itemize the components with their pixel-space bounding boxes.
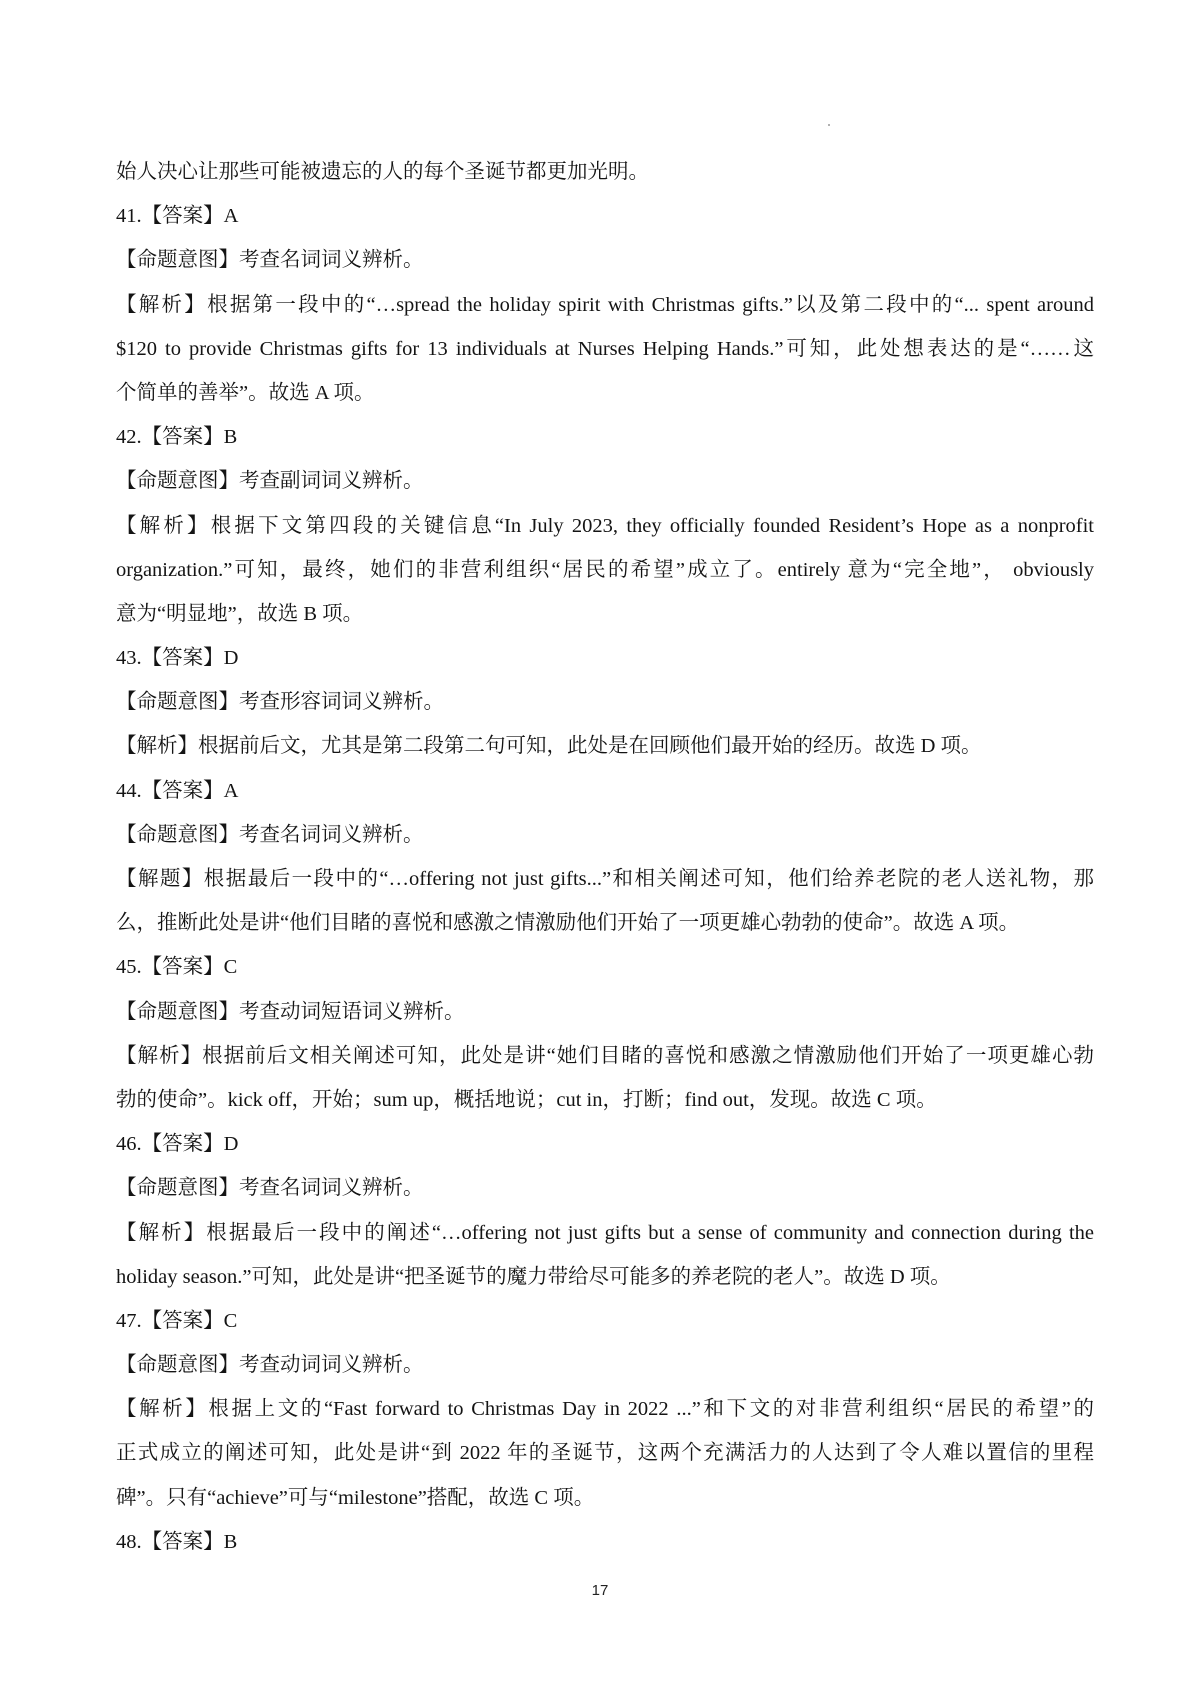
- analysis-line: $120 to provide Christmas gifts for 13 individuals at Nurses Helping Hands.”可知，此处想表达的是“……这: [116, 337, 1094, 360]
- intent-line: 【命题意图】考查名词词义辨析。: [116, 1177, 424, 1200]
- page-number: 17: [591, 1582, 609, 1599]
- analysis-line: 【解析】根据最后一段中的阐述“…offering not just gifts but a sense of community and connection during the: [116, 1221, 1094, 1244]
- analysis-line: 碑”。只有“achieve”可与“milestone”搭配，故选 C 项。: [116, 1486, 595, 1509]
- intent-line: 【命题意图】考查副词词义辨析。: [116, 470, 424, 493]
- text-line: 始人决心让那些可能被遗忘的人的每个圣诞节都更加光明。: [116, 161, 649, 183]
- answer-line-43: 43.【答案】D: [116, 647, 239, 670]
- analysis-line: organization.”可知，最终，她们的非营利组织“居民的希望”成立了。entirely 意为“完全地”， obviously: [116, 558, 1094, 581]
- answer-line-45: 45.【答案】C: [116, 956, 238, 979]
- intent-line: 【命题意图】考查动词短语词义辨析。: [116, 1000, 465, 1023]
- analysis-line: 【解析】根据第一段中的“…spread the holiday spirit with Christmas gifts.”以及第二段中的“... spent around: [116, 293, 1094, 316]
- answer-line-44: 44.【答案】A: [116, 779, 239, 802]
- scan-speck: [828, 124, 830, 126]
- analysis-line: 【解析】根据前后文，尤其是第二段第二句可知，此处是在回顾他们最开始的经历。故选 D 项。: [116, 735, 982, 758]
- intent-line: 【命题意图】考查名词词义辨析。: [116, 823, 424, 846]
- analysis-line: 意为“明显地”，故选 B 项。: [116, 602, 364, 625]
- analysis-line: 勃的使命”。kick off，开始；sum up，概括地说；cut in，打断；find out，发现。故选 C 项。: [116, 1088, 937, 1111]
- analysis-line: 【解题】根据最后一段中的“…offering not just gifts...”和相关阐述可知，他们给养老院的老人送礼物，那: [116, 868, 1094, 890]
- answer-line-47: 47.【答案】C: [116, 1309, 238, 1332]
- answer-explanations: [116, 150, 1094, 1564]
- analysis-line: 【解析】根据前后文相关阐述可知，此处是讲“她们目睹的喜悦和感激之情激励他们开始了一项更雄心勃: [116, 1044, 1094, 1067]
- answer-line-46: 46.【答案】D: [116, 1133, 239, 1156]
- intent-line: 【命题意图】考查动词词义辨析。: [116, 1354, 424, 1377]
- intent-line: 【命题意图】考查名词词义辨析。: [116, 249, 424, 272]
- answer-line-41: 41.【答案】A: [116, 205, 239, 228]
- analysis-line: 【解析】根据下文第四段的关键信息“In July 2023, they officially founded Resident’s Hope as a nonprofit: [116, 514, 1094, 537]
- analysis-line: 个简单的善举”。故选 A 项。: [116, 381, 375, 404]
- analysis-line: 正式成立的阐述可知，此处是讲“到 2022 年的圣诞节，这两个充满活力的人达到了令人难以置信的里程: [116, 1442, 1094, 1465]
- analysis-line: 【解析】根据上文的“Fast forward to Christmas Day in 2022 ...”和下文的对非营利组织“居民的希望”的: [116, 1398, 1094, 1421]
- analysis-line: holiday season.”可知，此处是讲“把圣诞节的魔力带给尽可能多的养老院的老人”。故选 D 项。: [116, 1265, 951, 1288]
- answer-line-42: 42.【答案】B: [116, 426, 238, 449]
- answer-line-48: 48.【答案】B: [116, 1530, 238, 1553]
- intent-line: 【命题意图】考查形容词词义辨析。: [116, 691, 444, 714]
- analysis-line: 么，推断此处是讲“他们目睹的喜悦和感激之情激励他们开始了一项更雄心勃勃的使命”。故选 A 项。: [116, 912, 1020, 935]
